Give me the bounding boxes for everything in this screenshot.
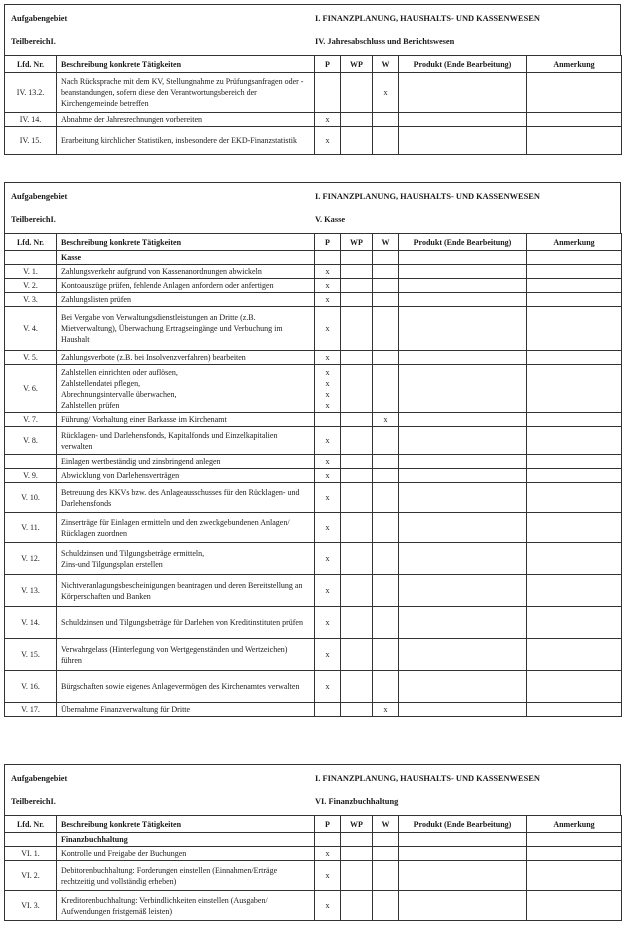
anmerkung-cell <box>527 365 622 413</box>
column-header-anmerkung: Anmerkung <box>527 56 622 73</box>
produkt-cell <box>399 703 527 717</box>
row-number: V. 3. <box>5 293 57 307</box>
mark-x: x <box>325 367 330 377</box>
table-row <box>5 847 622 861</box>
mark-w <box>373 351 399 365</box>
anmerkung-cell <box>527 127 622 155</box>
row-number: V. 11. <box>5 513 57 543</box>
mark-wp <box>341 455 373 469</box>
produkt-cell <box>399 455 527 469</box>
table-row <box>5 891 622 921</box>
row-number: VI. 3. <box>5 891 57 921</box>
mark-w: x <box>373 73 399 113</box>
mark-wp <box>341 293 373 307</box>
row-number: V. 2. <box>5 279 57 293</box>
produkt-cell <box>399 861 527 891</box>
produkt-cell <box>399 265 527 279</box>
column-header-anmerkung: Anmerkung <box>527 234 622 251</box>
anmerkung-cell <box>527 455 622 469</box>
mark-wp <box>341 351 373 365</box>
section-block <box>4 764 621 921</box>
anmerkung-cell <box>527 427 622 455</box>
row-number: V. 14. <box>5 607 57 639</box>
column-header-nr: Lfd. Nr. <box>5 56 57 73</box>
anmerkung-cell <box>527 413 622 427</box>
cell-empty <box>341 251 373 265</box>
teilbereich-label: TeilbereichI. <box>11 215 56 224</box>
row-number: V. 1. <box>5 265 57 279</box>
teilbereich-value: VI. Finanzbuchhaltung <box>315 797 399 806</box>
anmerkung-cell <box>527 847 622 861</box>
anmerkung-cell <box>527 73 622 113</box>
mark-p <box>315 413 341 427</box>
mark-x: x <box>325 389 330 399</box>
column-header-nr: Lfd. Nr. <box>5 234 57 251</box>
produkt-cell <box>399 351 527 365</box>
produkt-cell <box>399 127 527 155</box>
column-header-produkt: Produkt (Ende Bearbeitung) <box>399 56 527 73</box>
mark-p: x <box>315 279 341 293</box>
produkt-cell <box>399 891 527 921</box>
mark-p: x <box>315 847 341 861</box>
row-description: Nichtveranlagungsbescheinigungen beantragen und deren Bereitstellung an Körperschaften und Banken <box>57 575 315 607</box>
mark-p: x <box>315 265 341 279</box>
cell-empty <box>527 251 622 265</box>
anmerkung-cell <box>527 543 622 575</box>
mark-wp <box>341 513 373 543</box>
produkt-cell <box>399 307 527 351</box>
produkt-cell <box>399 279 527 293</box>
mark-w <box>373 307 399 351</box>
cell-empty <box>341 833 373 847</box>
section-header <box>4 182 621 233</box>
produkt-cell <box>399 469 527 483</box>
row-number: IV. 15. <box>5 127 57 155</box>
mark-w <box>373 127 399 155</box>
subheading-row <box>5 251 622 265</box>
aufgabengebiet-value: I. FINANZPLANUNG, HAUSHALTS- UND KASSENWESEN <box>315 774 540 783</box>
mark-p: x <box>315 469 341 483</box>
mark-wp <box>341 413 373 427</box>
table-row <box>5 703 622 717</box>
produkt-cell <box>399 513 527 543</box>
task-table <box>4 55 622 155</box>
table-row <box>5 365 622 413</box>
row-description: Betreuung des KKVs bzw. des Anlageausschusses für den Rücklagen- und Darlehensfonds <box>57 483 315 513</box>
row-number: V. 8. <box>5 427 57 455</box>
produkt-cell <box>399 113 527 127</box>
row-number: VI. 1. <box>5 847 57 861</box>
row-description: Schuldzinsen und Tilgungsbeträge für Darlehen von Kreditinstituten prüfen <box>57 607 315 639</box>
mark-w <box>373 891 399 921</box>
table-row <box>5 607 622 639</box>
anmerkung-cell <box>527 307 622 351</box>
row-number: V. 7. <box>5 413 57 427</box>
table-row <box>5 861 622 891</box>
column-header-desc: Beschreibung konkrete Tätigkeiten <box>57 816 315 833</box>
header-row <box>5 56 622 73</box>
anmerkung-cell <box>527 891 622 921</box>
produkt-cell <box>399 639 527 671</box>
mark-w: x <box>373 413 399 427</box>
produkt-cell <box>399 543 527 575</box>
row-number: V. 17. <box>5 703 57 717</box>
mark-w <box>373 265 399 279</box>
mark-wp <box>341 483 373 513</box>
mark-p: x <box>315 671 341 703</box>
row-number: IV. 14. <box>5 113 57 127</box>
table-row <box>5 639 622 671</box>
subheading: Kasse <box>57 251 315 265</box>
mark-w: x <box>373 703 399 717</box>
row-number: V. 12. <box>5 543 57 575</box>
mark-w <box>373 513 399 543</box>
mark-p: x <box>315 543 341 575</box>
column-header-w: W <box>373 234 399 251</box>
anmerkung-cell <box>527 861 622 891</box>
column-header-wp: WP <box>341 816 373 833</box>
aufgabengebiet-label: Aufgabengebiet <box>11 14 68 23</box>
mark-p: x <box>315 607 341 639</box>
mark-w <box>373 279 399 293</box>
mark-w <box>373 113 399 127</box>
mark-wp <box>341 639 373 671</box>
description-line: Abrechnungsintervalle überwachen, <box>61 389 177 399</box>
row-description: Zinserträge für Einlagen ermitteln und den zweckgebundenen Anlagen/ Rücklagen zuordnen <box>57 513 315 543</box>
table-row <box>5 483 622 513</box>
anmerkung-cell <box>527 113 622 127</box>
column-header-p: P <box>315 234 341 251</box>
cell-empty <box>399 251 527 265</box>
table-row <box>5 113 622 127</box>
row-number: V. 4. <box>5 307 57 351</box>
aufgabengebiet-value: I. FINANZPLANUNG, HAUSHALTS- UND KASSENWESEN <box>315 192 540 201</box>
table-row <box>5 351 622 365</box>
column-header-wp: WP <box>341 234 373 251</box>
cell-empty <box>315 251 341 265</box>
row-number <box>5 455 57 469</box>
mark-x: x <box>325 400 330 410</box>
row-number: V. 15. <box>5 639 57 671</box>
mark-p: x <box>315 293 341 307</box>
description-line: Schuldzinsen und Tilgungsbeträge ermitteln, <box>61 548 205 558</box>
row-description: Bürgschaften sowie eigenes Anlagevermögen des Kirchenamtes verwalten <box>57 671 315 703</box>
mark-wp <box>341 847 373 861</box>
teilbereich-value: IV. Jahresabschluss und Berichtswesen <box>315 37 455 46</box>
mark-p: x <box>315 513 341 543</box>
mark-w <box>373 847 399 861</box>
produkt-cell <box>399 365 527 413</box>
mark-w <box>373 365 399 413</box>
mark-wp <box>341 113 373 127</box>
mark-p: x <box>315 639 341 671</box>
description-line: Zahlstellendatei pflegen, <box>61 378 141 388</box>
mark-w <box>373 543 399 575</box>
mark-p: x <box>315 113 341 127</box>
table-row <box>5 671 622 703</box>
anmerkung-cell <box>527 293 622 307</box>
mark-wp <box>341 607 373 639</box>
table-row <box>5 427 622 455</box>
row-description: Verwahrgelass (Hinterlegung von Wertgegenständen und Wertzeichen) führen <box>57 639 315 671</box>
mark-wp <box>341 73 373 113</box>
produkt-cell <box>399 847 527 861</box>
mark-wp <box>341 671 373 703</box>
table-row <box>5 455 622 469</box>
row-description: Nach Rücksprache mit dem KV, Stellungnahme zu Prüfungsanfragen oder -beanstandungen, sofern diese den Verantwortungsbereich der Kirchengemeinde betreffen <box>57 73 315 113</box>
mark-x: x <box>325 378 330 388</box>
table-row <box>5 543 622 575</box>
mark-wp <box>341 427 373 455</box>
anmerkung-cell <box>527 575 622 607</box>
anmerkung-cell <box>527 639 622 671</box>
row-description: Kontoauszüge prüfen, fehlende Anlagen anfordern oder anfertigen <box>57 279 315 293</box>
task-table <box>4 815 622 921</box>
anmerkung-cell <box>527 671 622 703</box>
mark-p: x <box>315 483 341 513</box>
anmerkung-cell <box>527 351 622 365</box>
column-header-desc: Beschreibung konkrete Tätigkeiten <box>57 234 315 251</box>
cell-empty <box>5 251 57 265</box>
cell-empty <box>5 833 57 847</box>
mark-p: x <box>315 351 341 365</box>
aufgabengebiet-label: Aufgabengebiet <box>11 192 68 201</box>
mark-w <box>373 575 399 607</box>
mark-wp <box>341 891 373 921</box>
anmerkung-cell <box>527 469 622 483</box>
table-row <box>5 575 622 607</box>
row-description <box>57 365 315 413</box>
mark-wp <box>341 703 373 717</box>
mark-p: x <box>315 427 341 455</box>
row-number: V. 5. <box>5 351 57 365</box>
row-description: Abwicklung von Darlehensverträgen <box>57 469 315 483</box>
produkt-cell <box>399 293 527 307</box>
description-line: Zahlstellen prüfen <box>61 400 120 410</box>
row-description: Einlagen wertbeständig und zinsbringend anlegen <box>57 455 315 469</box>
row-number: V. 9. <box>5 469 57 483</box>
mark-wp <box>341 279 373 293</box>
row-description: Kreditorenbuchhaltung: Verbindlichkeiten einstellen (Ausgaben/ Aufwendungen fristgemäß leisten) <box>57 891 315 921</box>
mark-w <box>373 469 399 483</box>
mark-w <box>373 455 399 469</box>
mark-w <box>373 671 399 703</box>
row-description: Rücklagen- und Darlehensfonds, Kapitalfonds und Einzelkapitalien verwalten <box>57 427 315 455</box>
header-row <box>5 234 622 251</box>
cell-empty <box>527 833 622 847</box>
mark-p: x <box>315 575 341 607</box>
anmerkung-cell <box>527 265 622 279</box>
section-header <box>4 764 621 815</box>
produkt-cell <box>399 483 527 513</box>
aufgabengebiet-value: I. FINANZPLANUNG, HAUSHALTS- UND KASSENWESEN <box>315 14 540 23</box>
mark-wp <box>341 575 373 607</box>
cell-empty <box>373 251 399 265</box>
mark-wp <box>341 861 373 891</box>
mark-wp <box>341 127 373 155</box>
cell-empty <box>315 833 341 847</box>
row-description: Zahlungslisten prüfen <box>57 293 315 307</box>
table-row <box>5 293 622 307</box>
subheading-row <box>5 833 622 847</box>
header-row <box>5 816 622 833</box>
row-number: V. 6. <box>5 365 57 413</box>
mark-p: x <box>315 891 341 921</box>
column-header-produkt: Produkt (Ende Bearbeitung) <box>399 816 527 833</box>
column-header-nr: Lfd. Nr. <box>5 816 57 833</box>
produkt-cell <box>399 413 527 427</box>
row-description: Kontrolle und Freigabe der Buchungen <box>57 847 315 861</box>
mark-wp <box>341 469 373 483</box>
mark-w <box>373 607 399 639</box>
mark-p <box>315 73 341 113</box>
anmerkung-cell <box>527 607 622 639</box>
mark-w <box>373 639 399 671</box>
aufgabengebiet-label: Aufgabengebiet <box>11 774 68 783</box>
cell-empty <box>399 833 527 847</box>
table-row <box>5 279 622 293</box>
row-number: VI. 2. <box>5 861 57 891</box>
task-table <box>4 233 622 717</box>
row-description: Zahlungsverbote (z.B. bei Insolvenzverfahren) bearbeiten <box>57 351 315 365</box>
mark-p <box>315 365 341 413</box>
mark-wp <box>341 365 373 413</box>
column-header-w: W <box>373 56 399 73</box>
table-row <box>5 265 622 279</box>
cell-empty <box>373 833 399 847</box>
anmerkung-cell <box>527 483 622 513</box>
mark-p <box>315 703 341 717</box>
mark-p: x <box>315 307 341 351</box>
column-header-desc: Beschreibung konkrete Tätigkeiten <box>57 56 315 73</box>
table-row <box>5 513 622 543</box>
column-header-p: P <box>315 816 341 833</box>
produkt-cell <box>399 671 527 703</box>
section-header <box>4 4 621 55</box>
table-row <box>5 413 622 427</box>
row-number: V. 10. <box>5 483 57 513</box>
description-line: Zins-und Tilgungsplan erstellen <box>61 559 163 569</box>
row-description: Debitorenbuchhaltung: Forderungen einstellen (Einnahmen/Erträge rechtzeitig und vollständig erheben) <box>57 861 315 891</box>
row-number: IV. 13.2. <box>5 73 57 113</box>
teilbereich-value: V. Kasse <box>315 215 346 224</box>
mark-wp <box>341 307 373 351</box>
column-header-p: P <box>315 56 341 73</box>
row-description <box>57 543 315 575</box>
row-number: V. 16. <box>5 671 57 703</box>
anmerkung-cell <box>527 703 622 717</box>
mark-w <box>373 483 399 513</box>
mark-w <box>373 427 399 455</box>
produkt-cell <box>399 73 527 113</box>
teilbereich-label: TeilbereichI. <box>11 37 56 46</box>
anmerkung-cell <box>527 513 622 543</box>
mark-wp <box>341 543 373 575</box>
anmerkung-cell <box>527 279 622 293</box>
description-line: Zahlstellen einrichten oder auflösen, <box>61 367 178 377</box>
table-row <box>5 307 622 351</box>
table-row <box>5 469 622 483</box>
subheading: Finanzbuchhaltung <box>57 833 315 847</box>
produkt-cell <box>399 575 527 607</box>
produkt-cell <box>399 427 527 455</box>
column-header-anmerkung: Anmerkung <box>527 816 622 833</box>
mark-wp <box>341 265 373 279</box>
row-description: Zahlungsverkehr aufgrund von Kassenanordnungen abwickeln <box>57 265 315 279</box>
row-description: Bei Vergabe von Verwaltungsdienstleistungen an Dritte (z.B. Mietverwaltung), Überwachung Ertragseingänge und Verbuchung im Haushalt <box>57 307 315 351</box>
mark-p: x <box>315 455 341 469</box>
table-row <box>5 73 622 113</box>
column-header-produkt: Produkt (Ende Bearbeitung) <box>399 234 527 251</box>
table-row <box>5 127 622 155</box>
teilbereich-label: TeilbereichI. <box>11 797 56 806</box>
section-block <box>4 182 621 717</box>
mark-p: x <box>315 127 341 155</box>
produkt-cell <box>399 607 527 639</box>
column-header-wp: WP <box>341 56 373 73</box>
column-header-w: W <box>373 816 399 833</box>
row-description: Führung/ Vorhaltung einer Barkasse im Kirchenamt <box>57 413 315 427</box>
row-description: Erarbeitung kirchlicher Statistiken, insbesondere der EKD-Finanzstatistik <box>57 127 315 155</box>
mark-w <box>373 293 399 307</box>
section-block <box>4 4 621 155</box>
row-number: V. 13. <box>5 575 57 607</box>
mark-w <box>373 861 399 891</box>
row-description: Abnahme der Jahresrechnungen vorbereiten <box>57 113 315 127</box>
row-description: Übernahme Finanzverwaltung für Dritte <box>57 703 315 717</box>
mark-p: x <box>315 861 341 891</box>
